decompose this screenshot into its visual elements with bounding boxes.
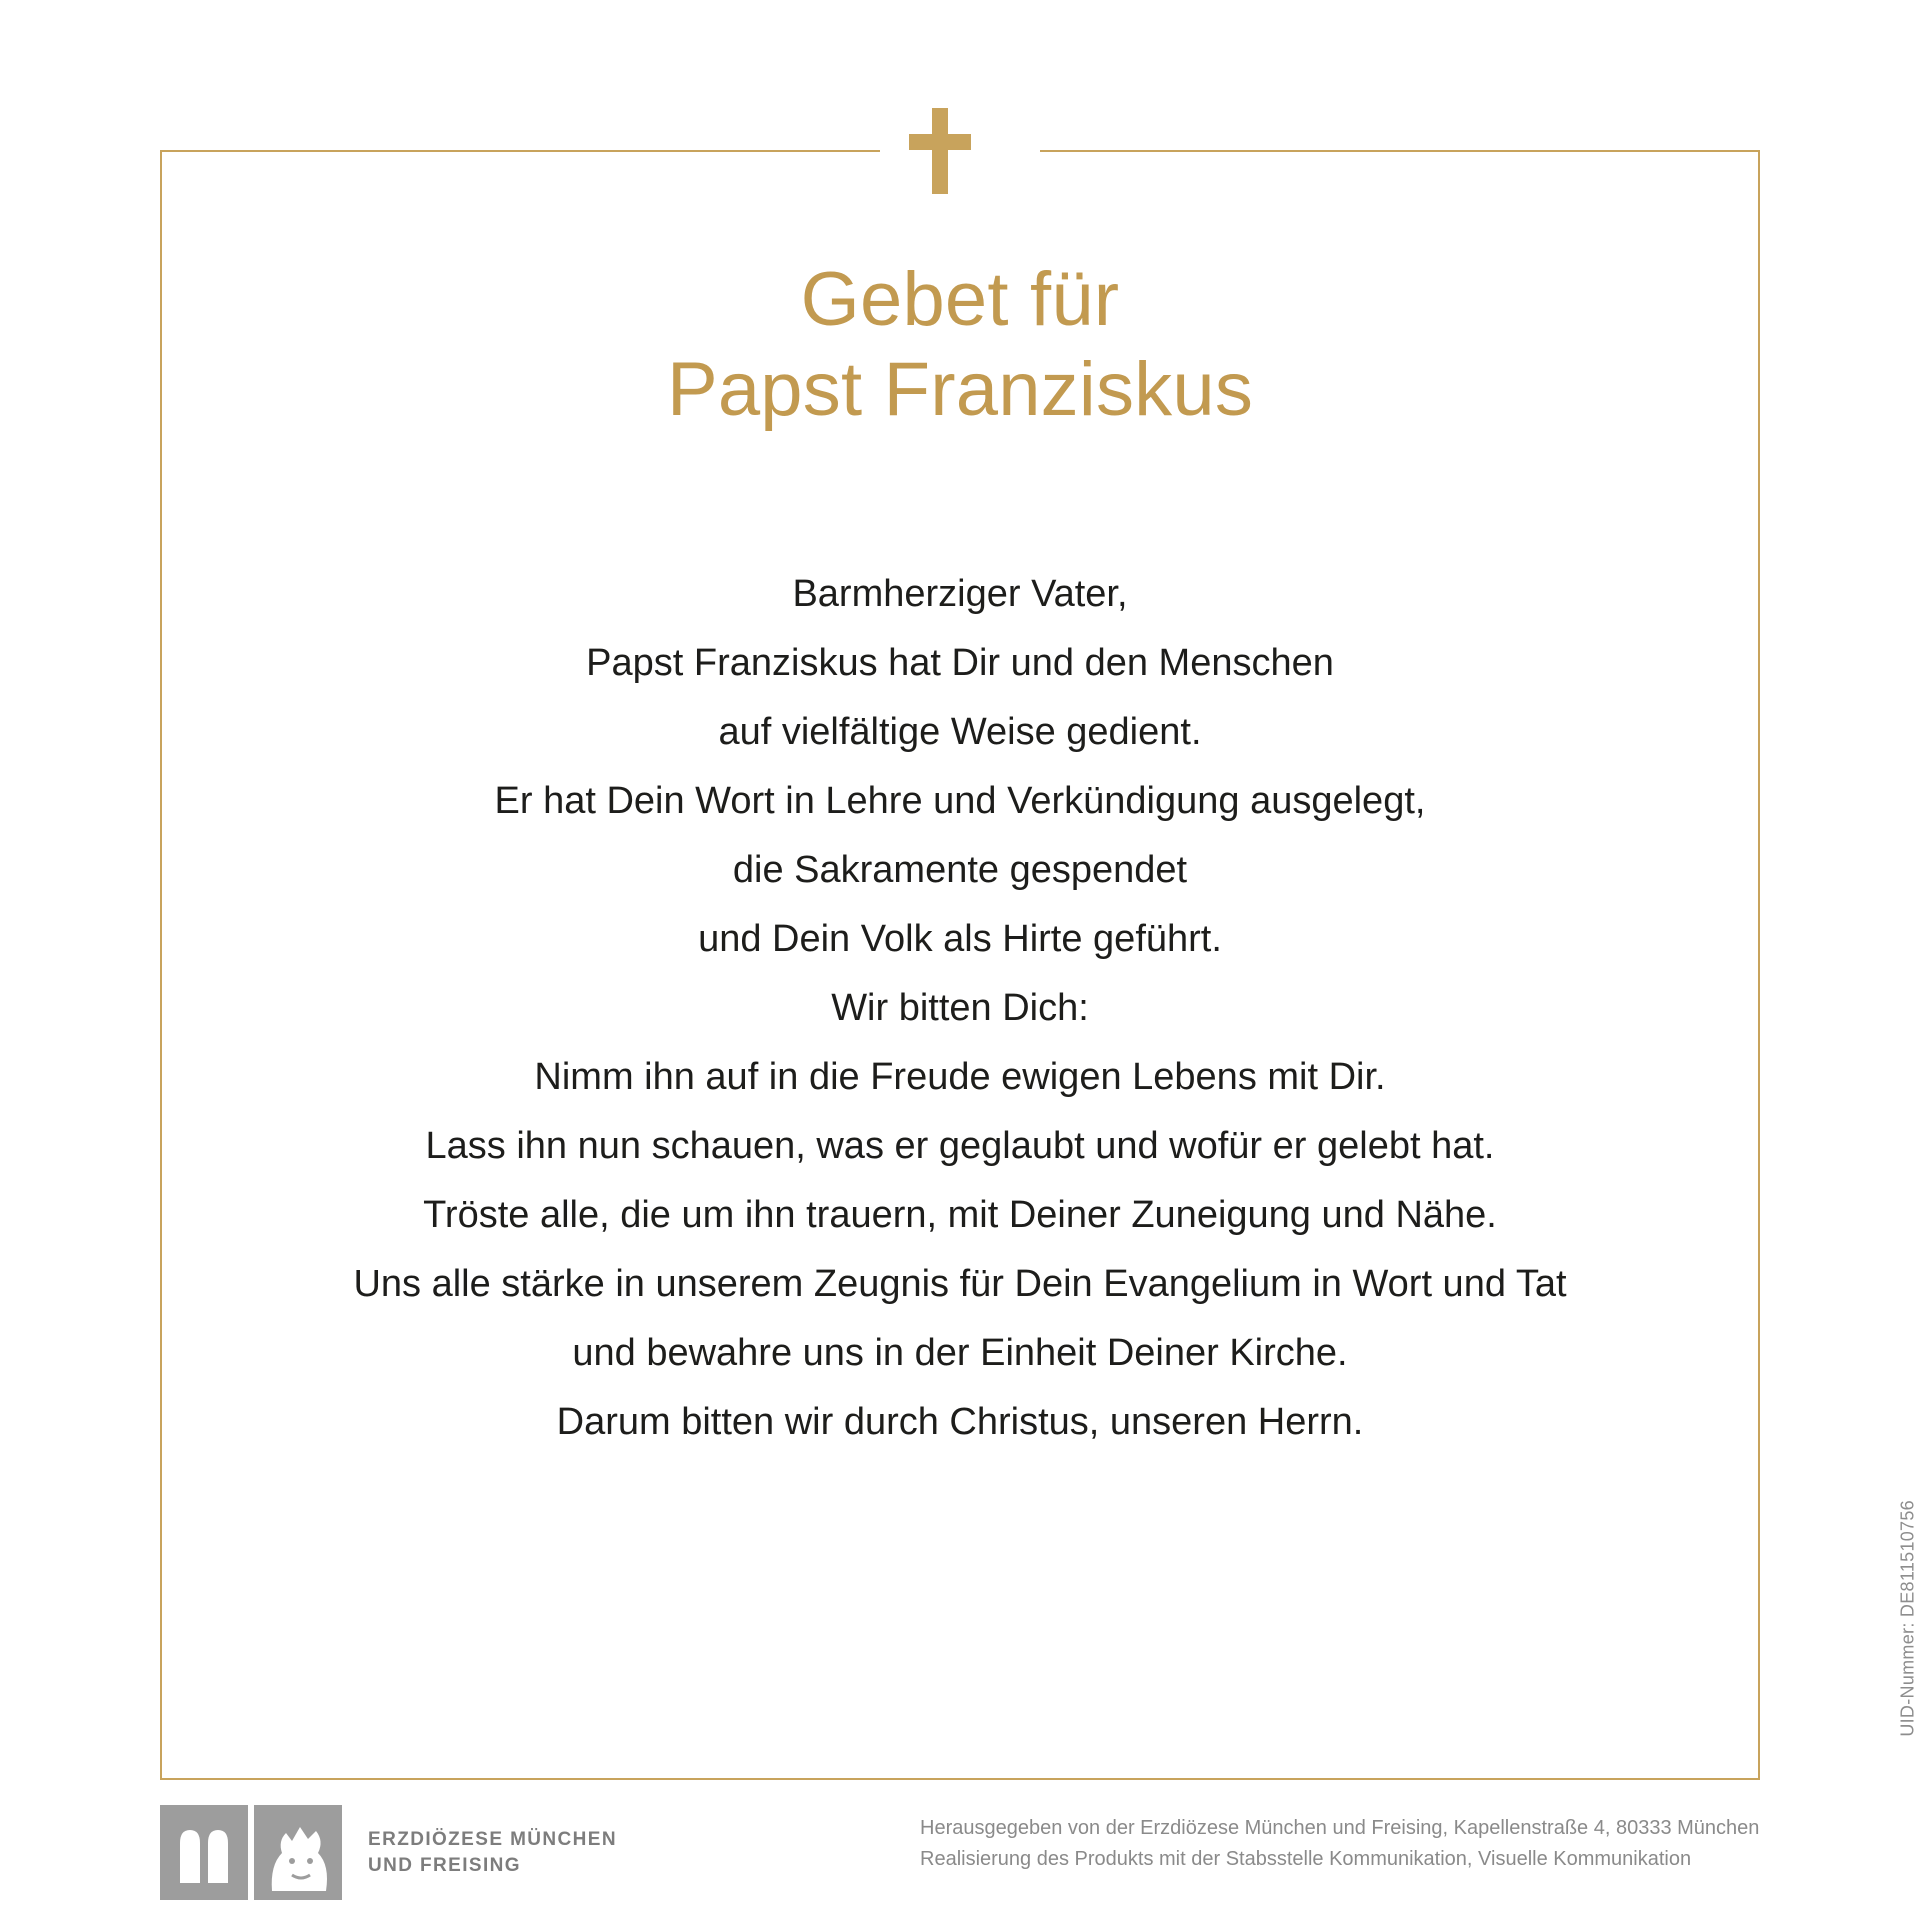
prayer-line: und bewahre uns in der Einheit Deiner Kirche. [572, 1332, 1348, 1374]
prayer-line: die Sakramente gespendet [732, 849, 1188, 891]
prayer-line: und Dein Volk als Hirte geführt. [698, 918, 1222, 960]
prayer-line: Darum bitten wir durch Christus, unseren Herrn. [556, 1401, 1364, 1443]
prayer-line: Uns alle stärke in unserem Zeugnis für Dein Evangelium in Wort und Tat [353, 1263, 1567, 1305]
page-title-line-2: Papst Franziskus [666, 346, 1254, 432]
page-title [160, 255, 1760, 434]
prayer-line: auf vielfältige Weise gedient. [718, 711, 1202, 753]
footer [160, 1805, 1780, 1915]
diocese-logo-text [368, 1827, 617, 1878]
diocese-logo-line-1: ERZDIÖZESE MÜNCHEN [368, 1828, 617, 1850]
prayer-line: Er hat Dein Wort in Lehre und Verkündigung ausgelegt, [494, 780, 1426, 822]
prayer-line: Papst Franziskus hat Dir und den Menschen [586, 642, 1334, 684]
prayer-line: Barmherziger Vater, [792, 573, 1128, 615]
uid-number: UID-Nummer: DE811510756 [1898, 1500, 1918, 1737]
imprint-line-1: Herausgegeben von der Erzdiözese München und Freising, Kapellenstraße 4, 80333 München [920, 1817, 1760, 1839]
prayer-body [200, 575, 1720, 1472]
page-title-line-1: Gebet für [800, 257, 1120, 342]
prayer-line: Wir bitten Dich: [831, 987, 1089, 1029]
prayer-line: Nimm ihn auf in die Freude ewigen Lebens mit Dir. [534, 1056, 1386, 1098]
prayer-line: Lass ihn nun schauen, was er geglaubt und wofür er gelebt hat. [425, 1125, 1495, 1167]
prayer-line: Tröste alle, die um ihn trauern, mit Deiner Zuneigung und Nähe. [423, 1194, 1497, 1236]
erzdioezese-muenchen-freising-logo-icon [160, 1805, 350, 1900]
diocese-logo [160, 1805, 617, 1900]
imprint [920, 1813, 1759, 1875]
imprint-line-2: Realisierung des Produkts mit der Stabsstelle Kommunikation, Visuelle Kommunikation [920, 1848, 1692, 1870]
diocese-logo-line-2: UND FREISING [368, 1854, 521, 1876]
